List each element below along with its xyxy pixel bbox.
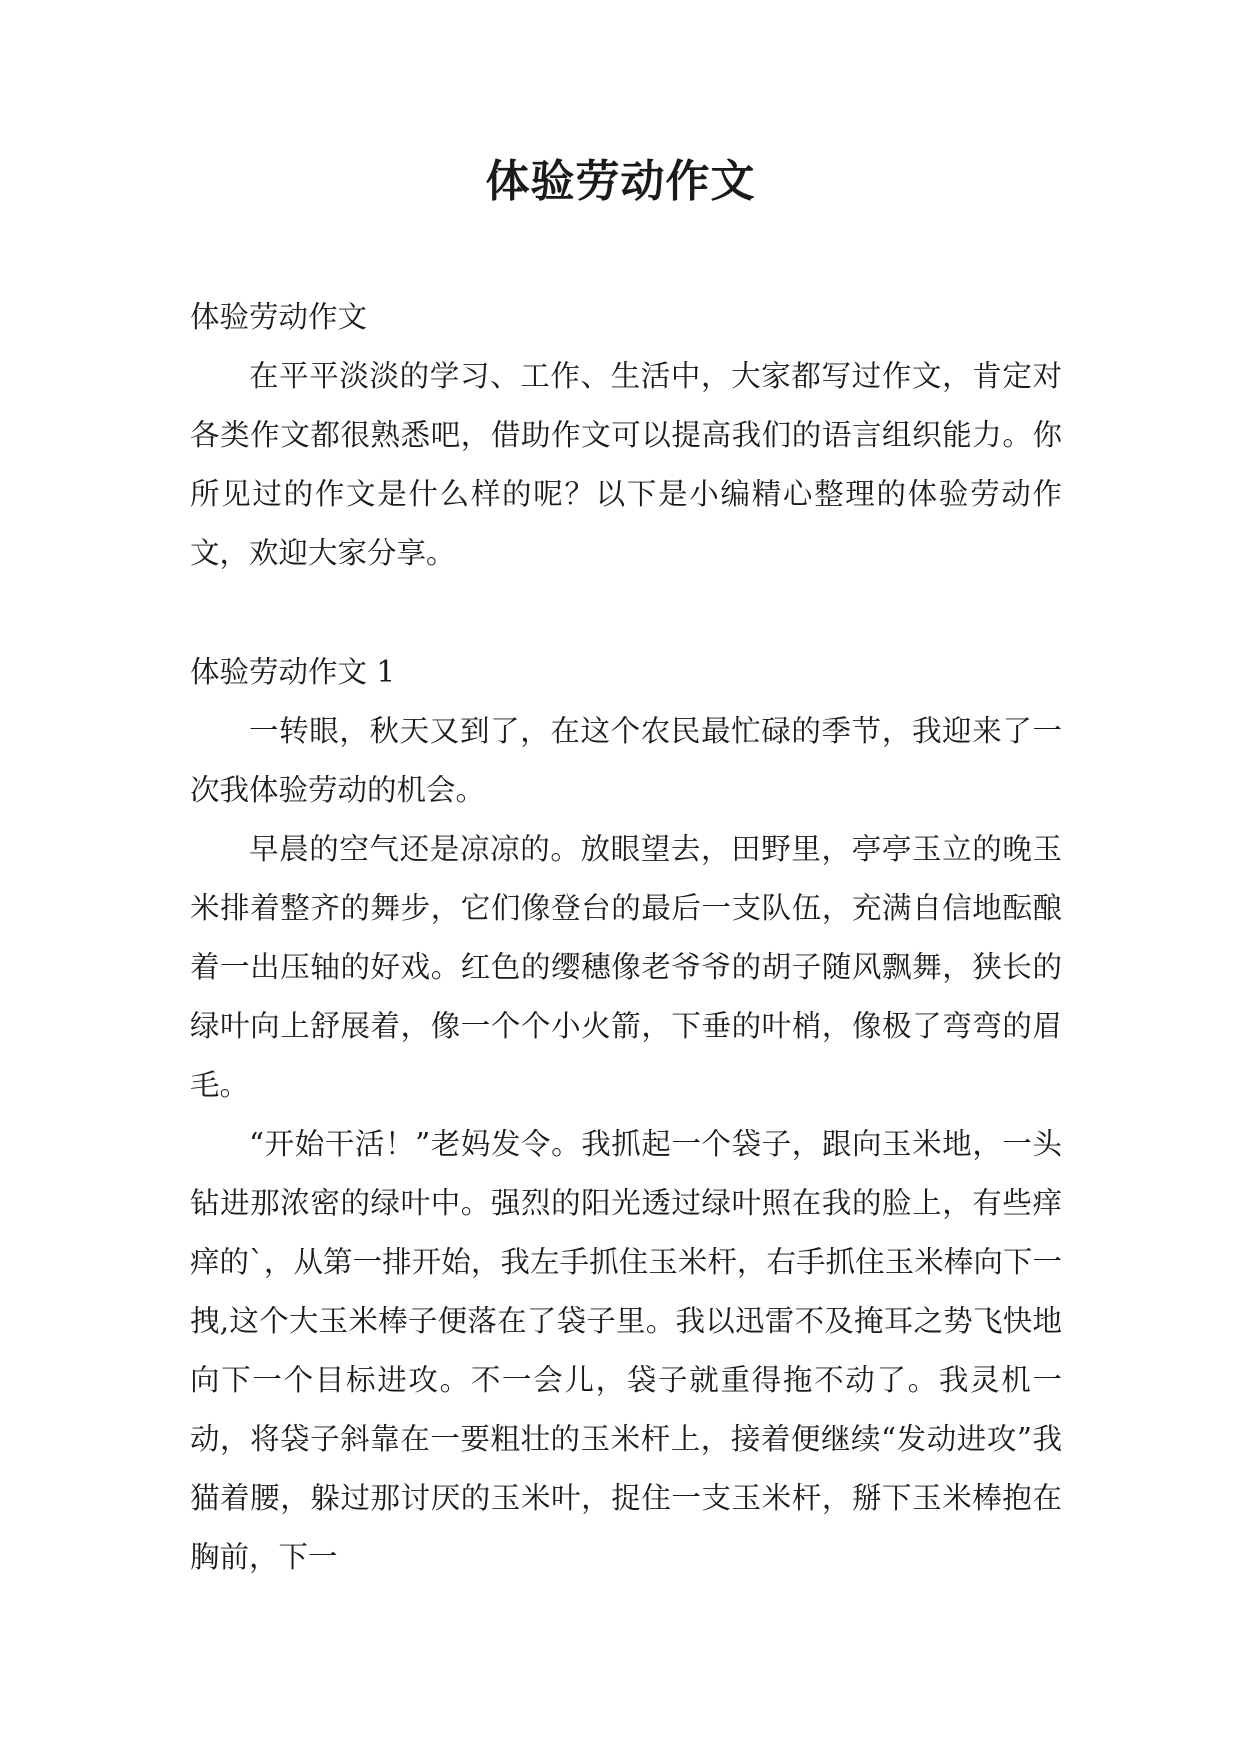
body-paragraph-3: “开始干活！”老妈发令。我抓起一个袋子，跟向玉米地，一头钻进那浓密的绿叶中。强烈的阳光透过绿叶照在我的脸上，有些痒痒的`，从第一排开始，我左手抓住玉米杆，右手抓住玉米棒向下一拽,这个大玉米棒子便落在了袋子里。我以迅雷不及掩耳之势飞快地向下一个目标进攻。不一会儿，袋子就重得拖不动了。我灵机一动，将袋子斜靠在一要粗壮的玉米杆上，接着便继续“发动进攻”我猫着腰，躲过那讨厌的玉米叶，捉住一支玉米杆，掰下玉米棒抱在胸前，下一 <box>190 1127 1062 1574</box>
intro-heading: 体验劳动作文 <box>190 300 368 334</box>
intro-paragraph: 在平平淡淡的学习、工作、生活中，大家都写过作文，肯定对各类作文都很熟悉吧，借助作文可以提高我们的语言组织能力。你所见过的作文是什么样的呢？以下是小编精心整理的体验劳动作文，欢迎大家分享。 <box>190 359 1062 570</box>
document-title: 体验劳动作文 <box>485 156 756 207</box>
body-paragraph-1: 一转眼，秋天又到了，在这个农民最忙碌的季节，我迎来了一次我体验劳动的机会。 <box>190 714 1062 807</box>
section-spacer <box>190 583 1062 643</box>
body-paragraph-2: 早晨的空气还是凉凉的。放眼望去，田野里，亭亭玉立的晚玉米排着整齐的舞步，它们像登台的最后一支队伍，充满自信地酝酿着一出压轴的好戏。红色的缨穗像老爷爷的胡子随风飘舞，狭长的绿叶向上舒展着，像一个个小火箭，下垂的叶梢，像极了弯弯的眉毛。 <box>190 832 1062 1102</box>
document-body <box>190 288 1062 1587</box>
section-heading: 体验劳动作文 1 <box>190 655 396 689</box>
